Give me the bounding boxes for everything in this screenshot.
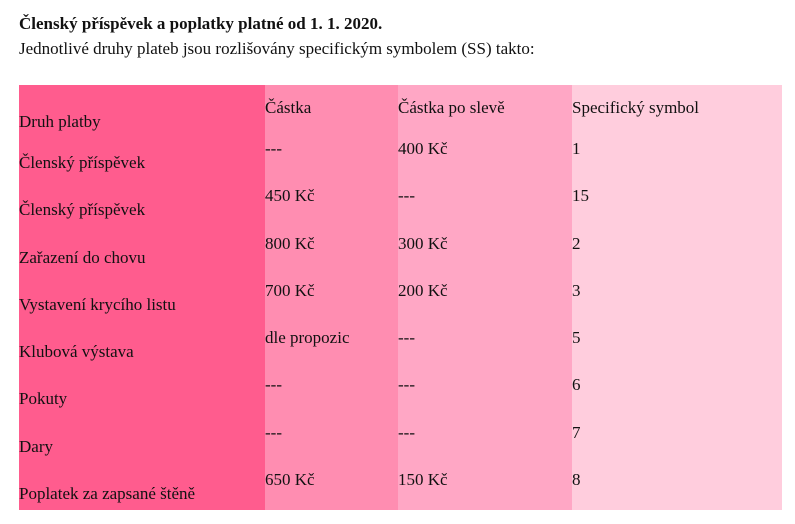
cell-discounted-amount: --- <box>398 179 572 226</box>
fee-table <box>19 85 782 510</box>
cell-discounted-amount: 150 Kč <box>398 463 572 510</box>
cell-payment-type: Klubová výstava <box>19 321 265 368</box>
cell-payment-type: Poplatek za zapsané štěně <box>19 463 265 510</box>
cell-payment-type: Členský příspěvek <box>19 132 265 179</box>
header-specific-symbol: Specifický symbol <box>572 85 782 132</box>
cell-discounted-amount: --- <box>398 416 572 463</box>
page-subtitle: Jednotlivé druhy plateb jsou rozlišovány specifickým symbolem (SS) takto: <box>19 39 535 58</box>
header-payment-type: Druh platby <box>19 85 265 132</box>
cell-amount: 800 Kč <box>265 227 398 274</box>
header-discounted-amount: Částka po slevě <box>398 85 572 132</box>
cell-amount: --- <box>265 132 398 179</box>
cell-specific-symbol: 3 <box>572 274 782 321</box>
cell-discounted-amount: 300 Kč <box>398 227 572 274</box>
cell-amount: --- <box>265 416 398 463</box>
cell-amount: 450 Kč <box>265 179 398 226</box>
cell-specific-symbol: 15 <box>572 179 782 226</box>
cell-payment-type: Zařazení do chovu <box>19 227 265 274</box>
cell-specific-symbol: 7 <box>572 416 782 463</box>
cell-amount: --- <box>265 368 398 415</box>
cell-specific-symbol: 5 <box>572 321 782 368</box>
cell-amount: 650 Kč <box>265 463 398 510</box>
cell-specific-symbol: 8 <box>572 463 782 510</box>
cell-specific-symbol: 6 <box>572 368 782 415</box>
header-amount: Částka <box>265 85 398 132</box>
cell-discounted-amount: 200 Kč <box>398 274 572 321</box>
page-title: Členský příspěvek a poplatky platné od 1. 1. 2020. <box>19 14 383 33</box>
cell-amount: 700 Kč <box>265 274 398 321</box>
cell-payment-type: Dary <box>19 416 265 463</box>
cell-payment-type: Členský příspěvek <box>19 179 265 226</box>
cell-specific-symbol: 2 <box>572 227 782 274</box>
cell-discounted-amount: 400 Kč <box>398 132 572 179</box>
cell-payment-type: Pokuty <box>19 368 265 415</box>
cell-discounted-amount: --- <box>398 368 572 415</box>
cell-amount: dle propozic <box>265 321 398 368</box>
cell-payment-type: Vystavení krycího listu <box>19 274 265 321</box>
cell-discounted-amount: --- <box>398 321 572 368</box>
cell-specific-symbol: 1 <box>572 132 782 179</box>
